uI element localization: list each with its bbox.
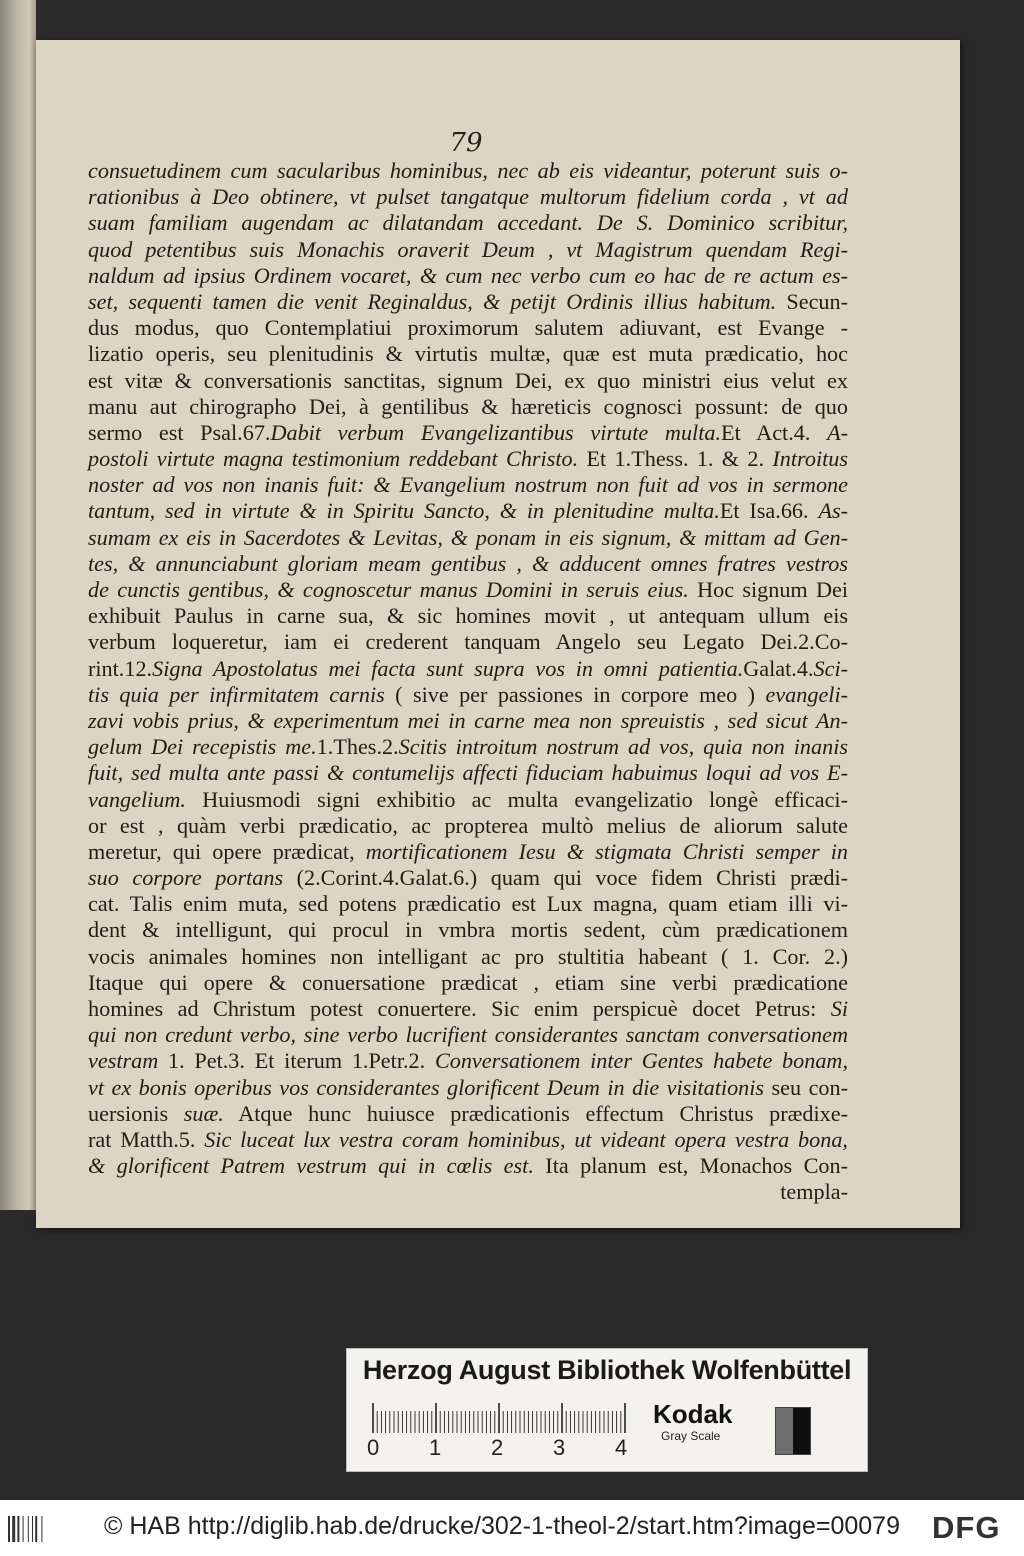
text-line [88,420,848,446]
text-run: rationibus à Deo obtinere, vt pulset tangatque multorum fidelium corda , vt ad [88,184,848,210]
left-page-edge [0,0,36,1210]
text-run: tis quia per infirmitatem carnis [88,681,385,707]
text-run: suæ. [183,1100,224,1126]
text-run: noster ad vos non inanis fuit: & Evangelium nostrum non fuit ad vos in sermone [88,472,848,498]
text-line [88,577,848,603]
text-run: postoli virtute magna testimonium reddebant Christo. [88,446,579,472]
page-text [88,158,848,1206]
text-line [88,1127,848,1153]
text-run: cat. Talis enim muta, sed potens prædicatio est Lux magna, quam etiam illi vi- [88,891,848,917]
text-run: set, sequenti tamen die venit Reginaldus, & petijt Ordinis illius habitum. [88,288,777,314]
text-run: vocis animales homines non intelligant ac pro stultitia habeant ( 1. Cor. 2.) [88,943,848,969]
library-name: Herzog August Bibliothek Wolfenbüttel [362,1355,852,1385]
text-line [88,996,848,1022]
text-run: Si [830,996,848,1021]
text-run: consuetudinem cum sacularibus hominibus, nec ab eis videantur, poterunt suis o- [88,158,848,183]
page-number: 79 [449,128,483,158]
text-line [88,787,848,813]
text-line [88,368,848,394]
text-run: Et Act.4. [721,419,828,445]
text-run: Introitus [772,446,848,472]
text-run: Et 1.Thess. 1. & 2. [578,446,773,472]
text-line [88,603,848,629]
text-line [88,1048,848,1074]
text-run: Scitis introitum nostrum ad vos, quia non inanis [398,734,848,760]
scale-number: 1 [429,1435,442,1460]
text-run: Huiusmodi signi exhibitio ac multa evangelizatio longè efficaci- [185,786,848,812]
gray-scale-patch [775,1407,811,1455]
text-run: sumam ex eis in Sacerdotes & Levitas, & ponam in eis signum, & mittam ad Gen- [88,524,848,550]
text-run: evangeli- [765,681,849,707]
text-line [88,289,848,315]
text-run: (2.Corint.4.Galat.6.) quam qui voce fidem Christi prædi- [283,865,848,891]
text-line [88,708,848,734]
text-run: exhibuit Paulus in carne sua, & sic homines movit , ut antequam ullum eis [88,603,848,629]
scale-number: 4 [615,1435,628,1460]
text-run: Sci- [813,655,848,681]
text-run: sermo est Psal.67. [88,419,271,445]
text-run: rint.12. [88,655,153,681]
text-run: Itaque qui opere & conuersatione prædicat , etiam sine verbi prædicatione [88,969,848,995]
text-run: 1.Thes.2. [316,734,399,760]
text-run: Atque hunc huiusce prædicationis effectum Christus prædixe- [223,1100,848,1126]
text-run: meretur, qui opere prædicat, [88,838,366,864]
text-line [88,1153,848,1179]
text-run: manu aut chirographo Dei, à gentilibus & hæreticis cognosci possunt: de quo [88,393,848,419]
scale-number: 3 [553,1435,566,1460]
text-line [88,498,848,524]
barcode-bar [35,1516,37,1542]
text-line [88,184,848,210]
text-line [88,944,848,970]
text-line [88,525,848,551]
text-run: quod petentibus suis Monachis oraverit Deum , vt Magistrum quendam Regi- [88,236,848,262]
color-target-card [346,1348,868,1472]
text-run: fuit, sed multa ante passi & contumelijs affecti fiduciam habuimus loqui ad vos E- [88,760,848,786]
text-run: mortificationem Iesu & stigmata Christi semper in [365,838,849,864]
text-line [88,917,848,943]
text-line [88,1101,848,1127]
text-run: suo corpore portans [88,865,284,891]
barcode-bar [17,1516,19,1542]
text-run: lizatio operis, seu plenitudinis & virtutis multæ, quæ est muta prædicatio, hoc [88,341,848,367]
text-run: Ita planum est, Monachos Con- [533,1153,848,1179]
text-line [88,446,848,472]
text-run: or est , quàm verbi prædicatio, ac propterea multò melius de aliorum salute [88,812,848,838]
text-run: verbum loqueretur, iam ei crederent tanquam Angelo seu Legato Dei.2.Co- [88,629,848,655]
text-run: 1. Pet.3. Et iterum 1.Petr.2. [158,1048,435,1074]
text-line [88,472,848,498]
text-line [88,341,848,367]
text-run: As- [818,498,849,524]
text-line [88,682,848,708]
barcode-bar [32,1516,33,1542]
text-line [88,263,848,289]
scale-number: 2 [491,1435,504,1460]
text-line [88,1075,848,1101]
scale-ruler [369,1401,639,1437]
book-page [36,40,960,1228]
barcode-bar [23,1516,24,1542]
text-line [88,1022,848,1048]
text-run: dus modus, quo Contemplatiui proximorum salutem adiuvant, est Evange - [88,315,848,341]
text-run: Hoc signum Dei [688,577,848,602]
catchword: templa- [780,1179,848,1205]
source-url[interactable]: © HAB http://diglib.hab.de/drucke/302-1-theol-2/start.htm?image=00079 [104,1512,900,1540]
barcode-bar [8,1516,10,1542]
gray-scale-label: Gray Scale [661,1429,721,1443]
text-line [88,734,848,760]
barcode-bar [41,1516,42,1542]
text-run: Signa Apostolatus mei facta sunt supra vos in omni patientia. [152,655,744,681]
text-run: vt ex bonis operibus vos considerantes glorificent Deum in die visitationis [88,1074,765,1100]
scale-number: 0 [367,1435,380,1460]
text-run: vangelium. [88,786,186,812]
text-run: dent & intelligunt, qui procul in vmbra mortis sedent, cùm prædicationem [88,917,848,943]
text-run: Secun- [776,288,848,314]
barcode-bar [28,1516,29,1542]
text-line [88,760,848,786]
text-line [88,865,848,891]
text-run: Galat.4. [743,655,814,681]
text-run: uersionis [88,1100,184,1126]
text-line [88,237,848,263]
text-run: A- [827,419,849,445]
text-run: Et Isa.66. [719,498,819,524]
kodak-logo: Kodak [653,1399,733,1429]
text-line [88,839,848,865]
text-run: gelum Dei recepistis me. [88,734,317,760]
text-run: de cunctis gentibus, & cognoscetur manus Domini in seruis eius. [88,577,689,602]
text-run: Dabit verbum Evangelizantibus virtute multa. [270,419,722,445]
text-line [88,970,848,996]
barcode-bar [12,1516,15,1542]
dfg-logo: DFG [932,1510,1001,1545]
text-line [88,551,848,577]
text-run: tantum, sed in virtute & in Spiritu Sancto, & in plenitudine multa. [88,498,720,524]
text-run: est vitæ & conversationis sanctitas, signum Dei, ex quo ministri eius velut ex [88,367,848,393]
text-run: Conversationem inter Gentes habete bonam, [434,1048,848,1074]
text-line [88,394,848,420]
text-line [88,315,848,341]
text-line [88,158,848,184]
text-line [88,629,848,655]
text-line [88,891,848,917]
text-line [88,813,848,839]
text-run: naldum ad ipsius Ordinem vocaret, & cum nec verbo cum eo hac de re actum es- [88,262,848,288]
text-run: zavi vobis prius, & experimentum mei in carne mea non spreuistis , sed sicut An- [88,707,848,733]
text-run: vestram [88,1048,159,1074]
text-run: Sic luceat lux vestra coram hominibus, ut videant opera vestra bona, [204,1126,848,1152]
barcode-icon [8,1516,50,1542]
text-run: ( sive per passiones in corpore meo ) [384,681,766,707]
text-run: rat Matth.5. [88,1126,205,1152]
text-line [88,656,848,682]
text-line [88,210,848,236]
text-run: & glorificent Patrem vestrum qui in cœlis est. [88,1153,534,1179]
footer-bar [0,1500,1024,1556]
text-run: qui non credunt verbo, sine verbo lucrifient considerantes sanctam conversationem [88,1022,848,1048]
text-run: suam familiam augendam ac dilatandam accedant. De S. Dominico scribitur, [88,210,848,236]
text-run: seu con- [764,1074,848,1100]
text-run: homines ad Christum potest conuertere. Sic enim perspicuè docet Petrus: [88,996,831,1021]
text-run: tes, & annunciabunt gloriam meam gentibus , & adducent omnes fratres vestros [88,550,848,576]
